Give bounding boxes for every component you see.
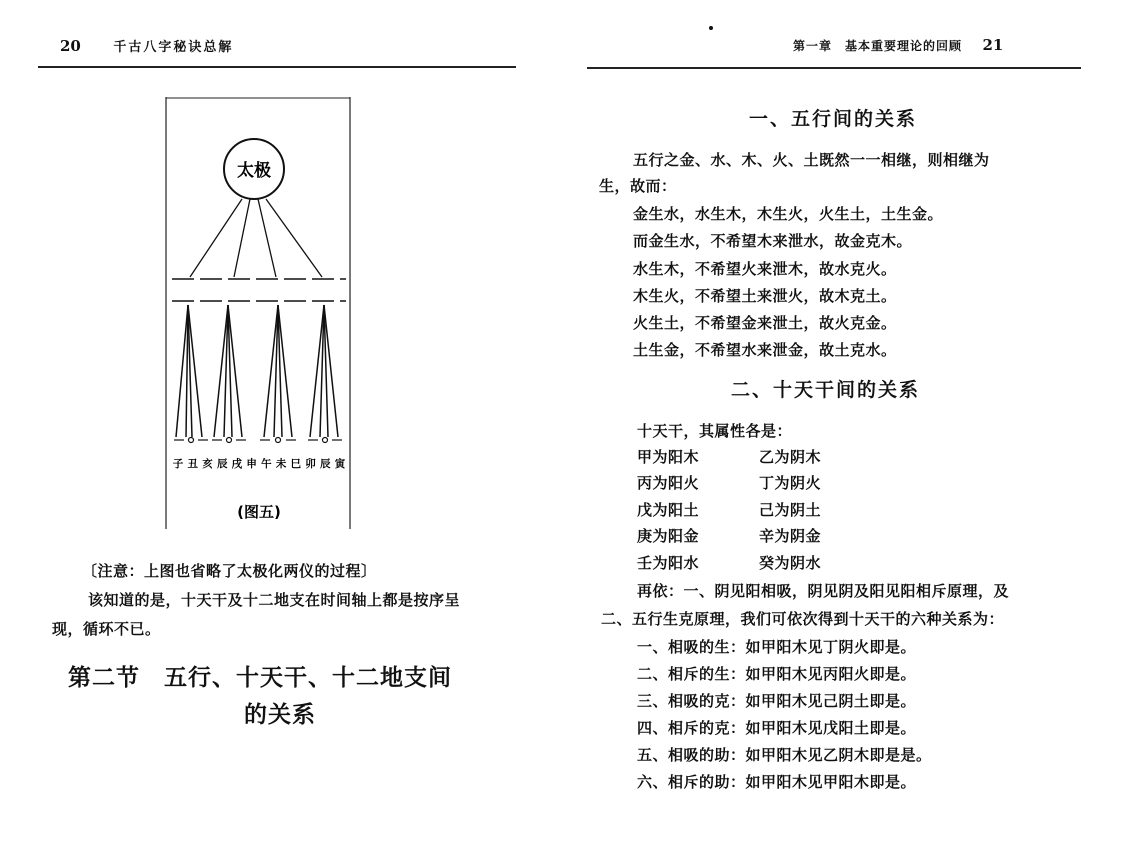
ray — [258, 199, 276, 277]
section-title-line-2: 的关系 — [244, 702, 316, 728]
figure-caption: (图五) — [237, 503, 281, 521]
relation-item: 三、相吸的克：如甲阳木见己阴土即是。 — [637, 692, 917, 710]
branch-label: 子 — [172, 458, 184, 470]
wuxing-line: 金生水，水生木，木生火，火生土，土生金。 — [633, 205, 944, 223]
right-page — [563, 0, 1127, 849]
branch-label: 丑 — [187, 458, 198, 470]
branch-labels — [173, 457, 346, 470]
taiji-diagram — [164, 97, 354, 529]
branch-fans — [176, 305, 338, 437]
wuxing-line: 火生土，不希望金来泄土，故火克金。 — [633, 314, 897, 332]
wuxing-intro-1: 五行之金、水、木、火、土既然一一相继，则相继为 — [633, 151, 990, 169]
relation-intro-1: 再依：一、阴见阳相吸，阴见阴及阳见阳相斥原理，及 — [637, 582, 1010, 600]
tiangan-row — [637, 499, 821, 520]
yang-stem: 庚为阳金 — [637, 527, 700, 545]
left-page-header — [60, 36, 233, 55]
speck — [709, 26, 713, 30]
branch-circles — [189, 438, 328, 443]
yin-stem: 己为阴土 — [759, 501, 822, 519]
right-running-title: 第一章 基本重要理论的回顾 — [793, 39, 963, 53]
branch-label: 辰 — [216, 458, 228, 470]
heading-wuxing: 一、五行间的关系 — [749, 108, 918, 130]
yang-stem: 甲为阳木 — [637, 448, 700, 466]
left-header-rule — [38, 66, 516, 68]
heading-tiangan: 二、十天干间的关系 — [731, 379, 921, 401]
yang-stem: 壬为阳水 — [637, 554, 700, 572]
para-line-1: 该知道的是，十天干及十二地支在时间轴上都是按序呈 — [88, 591, 461, 609]
relation-item: 五、相吸的助：如甲阳木见乙阴木即是是。 — [637, 746, 932, 764]
yang-stem: 丙为阳火 — [637, 474, 700, 492]
tiangan-row — [637, 552, 821, 573]
tiangan-intro: 十天干，其属性各是： — [637, 422, 793, 440]
ray — [190, 199, 242, 277]
relation-intro-2: 二、五行生克原理，我们可依次得到十天干的六种关系为： — [601, 610, 1005, 628]
relation-item: 四、相斥的克：如甲阳木见戊阳土即是。 — [637, 719, 917, 737]
yin-stem: 辛为阴金 — [759, 527, 822, 545]
branch-label: 寅 — [334, 458, 346, 470]
right-page-header — [793, 36, 1003, 54]
tiangan-row — [637, 472, 821, 493]
yin-stem: 乙为阴木 — [759, 448, 822, 466]
wuxing-line: 而金生水，不希望木来泄水，故金克木。 — [633, 232, 913, 250]
branch-label: 亥 — [202, 458, 213, 470]
ray — [234, 199, 250, 277]
wuxing-line: 木生火，不希望土来泄火，故木克土。 — [633, 287, 897, 305]
branch-label: 未 — [275, 458, 287, 470]
branch-label: 辰 — [320, 458, 331, 470]
tiangan-row — [637, 446, 821, 467]
left-page — [0, 0, 560, 849]
wuxing-intro-2: 生，故而： — [599, 177, 677, 195]
branch-label: 申 — [246, 458, 257, 470]
yang-stem: 戊为阳土 — [637, 501, 700, 519]
left-page-number: 20 — [60, 37, 81, 55]
relation-item: 六、相斥的助：如甲阳木见甲阳木即是。 — [637, 773, 917, 791]
relation-item: 二、相斥的生：如甲阳木见丙阳火即是。 — [637, 665, 917, 683]
para-line-2: 现，循环不已。 — [52, 620, 161, 638]
note: 〔注意：上图也省略了太极化两仪的过程〕 — [82, 562, 377, 580]
branch-label: 戌 — [231, 458, 243, 470]
branch-label: 巳 — [290, 458, 302, 470]
tiangan-row — [637, 525, 821, 546]
relation-item: 一、相吸的生：如甲阳木见丁阴火即是。 — [637, 638, 917, 656]
right-page-number: 21 — [982, 36, 1004, 54]
section-title-line-1: 第二节 五行、十天干、十二地支间 — [68, 665, 452, 691]
yin-stem: 丁为阴火 — [759, 474, 822, 492]
ray — [266, 199, 322, 277]
wuxing-line: 水生木，不希望火来泄木，故水克火。 — [633, 260, 897, 278]
branch-label: 午 — [261, 458, 272, 470]
wuxing-line: 土生金，不希望水来泄金，故土克水。 — [633, 341, 897, 359]
left-running-title: 千古八字秘诀总解 — [113, 40, 234, 55]
right-header-rule — [587, 67, 1081, 69]
yin-stem: 癸为阴水 — [759, 554, 822, 572]
branch-label: 卯 — [305, 458, 316, 470]
taiji-label: 太极 — [237, 161, 271, 181]
